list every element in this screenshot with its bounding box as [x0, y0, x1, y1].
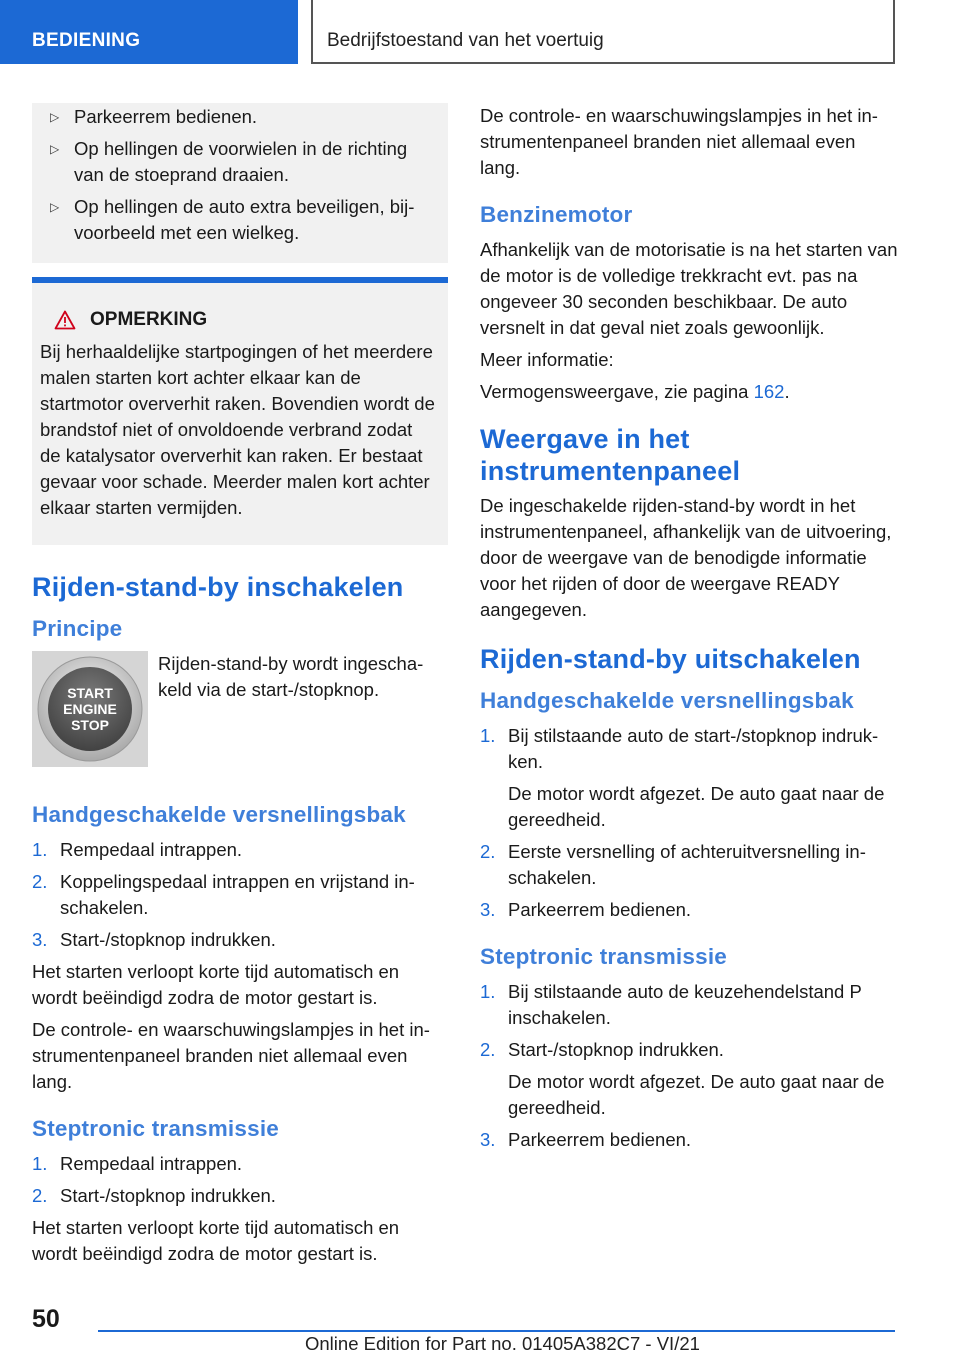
paragraph: De controle- en waarschuwingslampjes in het instrumentenpaneel branden niet allemaal even lang.	[32, 1019, 430, 1092]
section-title: Bedrijfstoestand van het voertuig	[311, 0, 895, 64]
heading-steptronic-off: Steptronic transmissie	[480, 944, 727, 969]
step-item: 3. Parkeerrem bedienen.	[480, 899, 692, 920]
paragraph: De controle- en waarschuwingslampjes in het instrumentenpaneel branden niet allemaal even lang.	[480, 105, 878, 178]
step-item: 1. Rempedaal intrappen.	[32, 839, 243, 860]
heading-manual-off: Handgeschakelde versnellingsbak	[480, 688, 854, 713]
steptronic-steps	[32, 1151, 448, 1209]
step-item: 3. Start-/stopknop indrukken.	[32, 929, 276, 950]
start-stop-button-image	[32, 651, 148, 767]
triangle-bullet-icon: ▷	[50, 142, 60, 156]
principle-block	[32, 651, 448, 799]
button-label-engine: ENGINE	[63, 701, 117, 717]
heading-petrol: Benzinemotor	[480, 202, 633, 227]
warning-triangle-icon	[54, 310, 76, 330]
list-item: ▷ Op hellingen de auto extra beveiligen, bijvoorbeeld met een wielkeg.	[46, 193, 440, 251]
paragraph: Afhankelijk van de motorisatie is na het starten van de motor is de volledige trekkracht evt. pas na ongeveer 30 seconden beschikbaar. De auto versnelt in dat geval niet zoals gewoonlijk.	[480, 239, 898, 338]
note-box	[32, 277, 448, 545]
left-column	[32, 103, 448, 1273]
triangle-bullet-icon: ▷	[50, 200, 60, 214]
heading-display: Weergave in het instrumentenpaneel	[480, 424, 741, 486]
footer-edition: Online Edition for Part no. 01405A382C7 - VI/21	[305, 1333, 700, 1354]
step-item: 2. Koppelingspedaal intrappen en vrijstand inschakelen.	[32, 871, 415, 918]
button-label-stop: STOP	[71, 717, 109, 733]
bullet-list	[32, 103, 448, 263]
heading-principle: Principe	[32, 616, 123, 641]
principle-text: Rijden-stand-by wordt ingeschakeld via de start-/stopknop.	[158, 653, 424, 700]
step-item: 1. Bij stilstaande auto de start-/stopknop indrukken. De motor wordt afgezet. De auto gaat naar de gereedheid.	[480, 725, 885, 830]
note-title: OPMERKING	[54, 307, 436, 333]
step-item: 2. Eerste versnelling of achteruitversnelling inschakelen.	[480, 841, 866, 888]
heading-manual: Handgeschakelde versnellingsbak	[32, 802, 406, 827]
footer-divider	[98, 1330, 895, 1332]
paragraph: Het starten verloopt korte tijd automatisch en wordt beëindigd zodra de motor gestart is.	[32, 1217, 400, 1264]
manual-steps	[32, 837, 448, 953]
right-column	[480, 103, 900, 1159]
step-item: 1. Bij stilstaande auto de keuzehendelstand P inschakelen.	[480, 981, 862, 1028]
step-item: 3. Parkeerrem bedienen.	[480, 1129, 692, 1150]
triangle-bullet-icon: ▷	[50, 110, 60, 124]
paragraph: Meer informatie:	[480, 349, 614, 370]
step-item: 2. Start-/stopknop indrukken. De motor wordt afgezet. De auto gaat naar de gereedheid.	[480, 1039, 885, 1118]
heading-start: Rijden-stand-by inschakelen	[32, 572, 404, 602]
heading-stop: Rijden-stand-by uitschakelen	[480, 644, 861, 674]
paragraph: De ingeschakelde rijden-stand-by wordt in het instrumentenpaneel, afhankelijk van de uitvoering, door de weergave van de benodigde informatie voor het rijden of door de weergave READY aangegeven.	[480, 495, 892, 620]
button-label-start: START	[67, 685, 113, 701]
list-item: ▷ Op hellingen de voorwielen in de richting van de stoeprand draaien.	[46, 135, 440, 193]
page-link[interactable]: 162	[753, 381, 785, 402]
heading-steptronic: Steptronic transmissie	[32, 1116, 279, 1141]
note-text: Bij herhaaldelijke startpogingen of het meerdere malen starten kort achter elkaar kan de startmotor oververhit raken. Bovendien wordt de brandstof niet of onvoldoende verbrand zodat de katalysator oververhit kan raken. Er bestaat gevaar voor schade. Meerder malen kort achter elkaar starten vermijden.	[40, 341, 435, 518]
step-item: 1. Rempedaal intrappen.	[32, 1153, 243, 1174]
steptronic-off-steps	[480, 979, 900, 1153]
paragraph: Het starten verloopt korte tijd automatisch en wordt beëindigd zodra de motor gestart is.	[32, 961, 400, 1008]
step-item: 2. Start-/stopknop indrukken.	[32, 1185, 276, 1206]
chapter-tab: BEDIENING	[0, 0, 298, 64]
reference-line: Vermogensweergave, zie pagina 162.	[480, 381, 790, 402]
manual-off-steps	[480, 723, 900, 923]
page-number: 50	[32, 1305, 60, 1333]
list-item: ▷ Parkeerrem bedienen.	[46, 103, 440, 135]
